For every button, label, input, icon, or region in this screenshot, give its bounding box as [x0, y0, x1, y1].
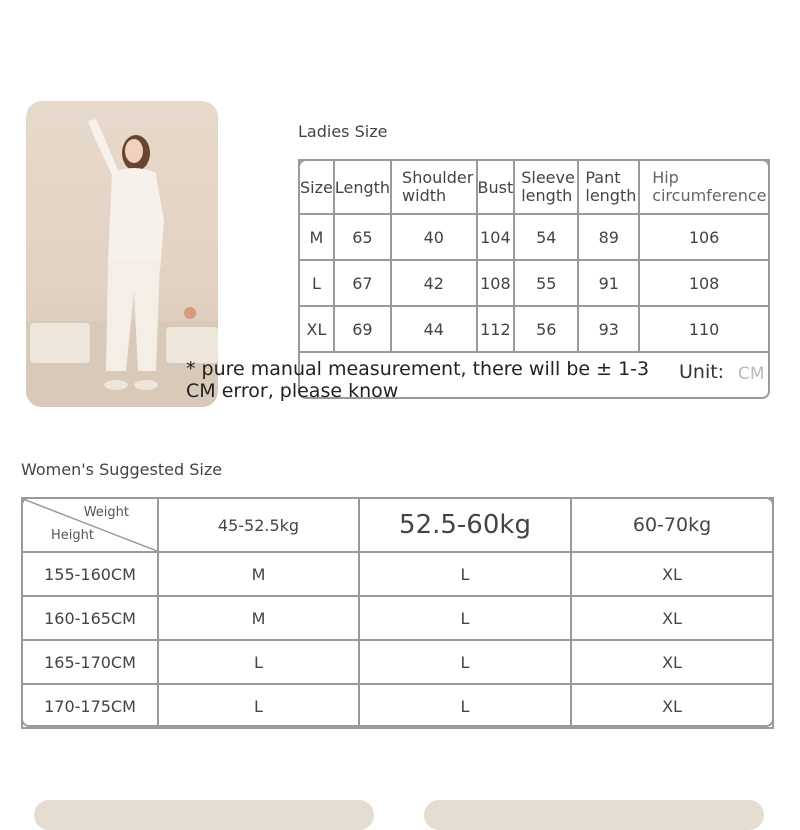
suggested-size-table	[21, 497, 774, 729]
cell: 42	[391, 260, 476, 306]
suggested-size-title: Women's Suggested Size	[21, 460, 223, 479]
cell: XL	[571, 640, 773, 684]
corner-cell	[22, 498, 158, 552]
cell: L	[359, 640, 571, 684]
cell: L	[359, 552, 571, 596]
cell: 40	[391, 214, 476, 260]
height-cell: 155-160CM	[22, 552, 158, 596]
cell: XL	[571, 552, 773, 596]
height-cell: 165-170CM	[22, 640, 158, 684]
cell: L	[299, 260, 334, 306]
cell: M	[299, 214, 334, 260]
bottom-image-left	[34, 800, 374, 830]
header-pant-length: Pant length	[578, 160, 639, 214]
cell: 67	[334, 260, 391, 306]
table-row	[22, 596, 773, 640]
cell: 44	[391, 306, 476, 352]
cell: 110	[639, 306, 769, 352]
weight-header: 52.5-60kg	[359, 498, 571, 552]
cell: M	[158, 596, 359, 640]
cell: 108	[477, 260, 515, 306]
cell: L	[158, 640, 359, 684]
cell: XL	[571, 596, 773, 640]
header-shoulder-width: Shoulder width	[391, 160, 476, 214]
corner-height-label: Height	[51, 528, 94, 543]
cell: 112	[477, 306, 515, 352]
cell: L	[359, 684, 571, 728]
cell: 89	[578, 214, 639, 260]
unit-value: CM	[738, 364, 765, 384]
height-cell: 160-165CM	[22, 596, 158, 640]
table-row	[22, 640, 773, 684]
cell: L	[359, 596, 571, 640]
cell: 54	[514, 214, 578, 260]
cell: M	[158, 552, 359, 596]
cell: 55	[514, 260, 578, 306]
cell: 108	[639, 260, 769, 306]
cell: 104	[477, 214, 515, 260]
bottom-image-right	[424, 800, 764, 830]
cell: 106	[639, 214, 769, 260]
height-cell: 170-175CM	[22, 684, 158, 728]
measurement-note: * pure manual measurement, there will be ± 1-3 CM error, please know	[186, 358, 650, 402]
corner-weight-label: Weight	[83, 505, 129, 520]
table-row	[299, 214, 769, 260]
weight-header: 45-52.5kg	[158, 498, 359, 552]
cell: 91	[578, 260, 639, 306]
table-row	[299, 260, 769, 306]
header-sleeve-length: Sleeve length	[514, 160, 578, 214]
cell: 93	[578, 306, 639, 352]
table-row	[22, 552, 773, 596]
header-hip-circumference: Hip circumference	[639, 160, 769, 214]
cell: L	[158, 684, 359, 728]
cell: 56	[514, 306, 578, 352]
table-row	[299, 306, 769, 352]
weight-header: 60-70kg	[571, 498, 773, 552]
cell: 69	[334, 306, 391, 352]
header-size: Size	[299, 160, 334, 214]
ladies-size-table	[298, 159, 770, 353]
cell: XL	[299, 306, 334, 352]
ladies-size-title: Ladies Size	[298, 122, 388, 141]
cell: 65	[334, 214, 391, 260]
cell: XL	[571, 684, 773, 728]
header-length: Length	[334, 160, 391, 214]
header-bust: Bust	[477, 160, 515, 214]
table-row	[22, 684, 773, 728]
unit-label: Unit:	[679, 361, 725, 383]
